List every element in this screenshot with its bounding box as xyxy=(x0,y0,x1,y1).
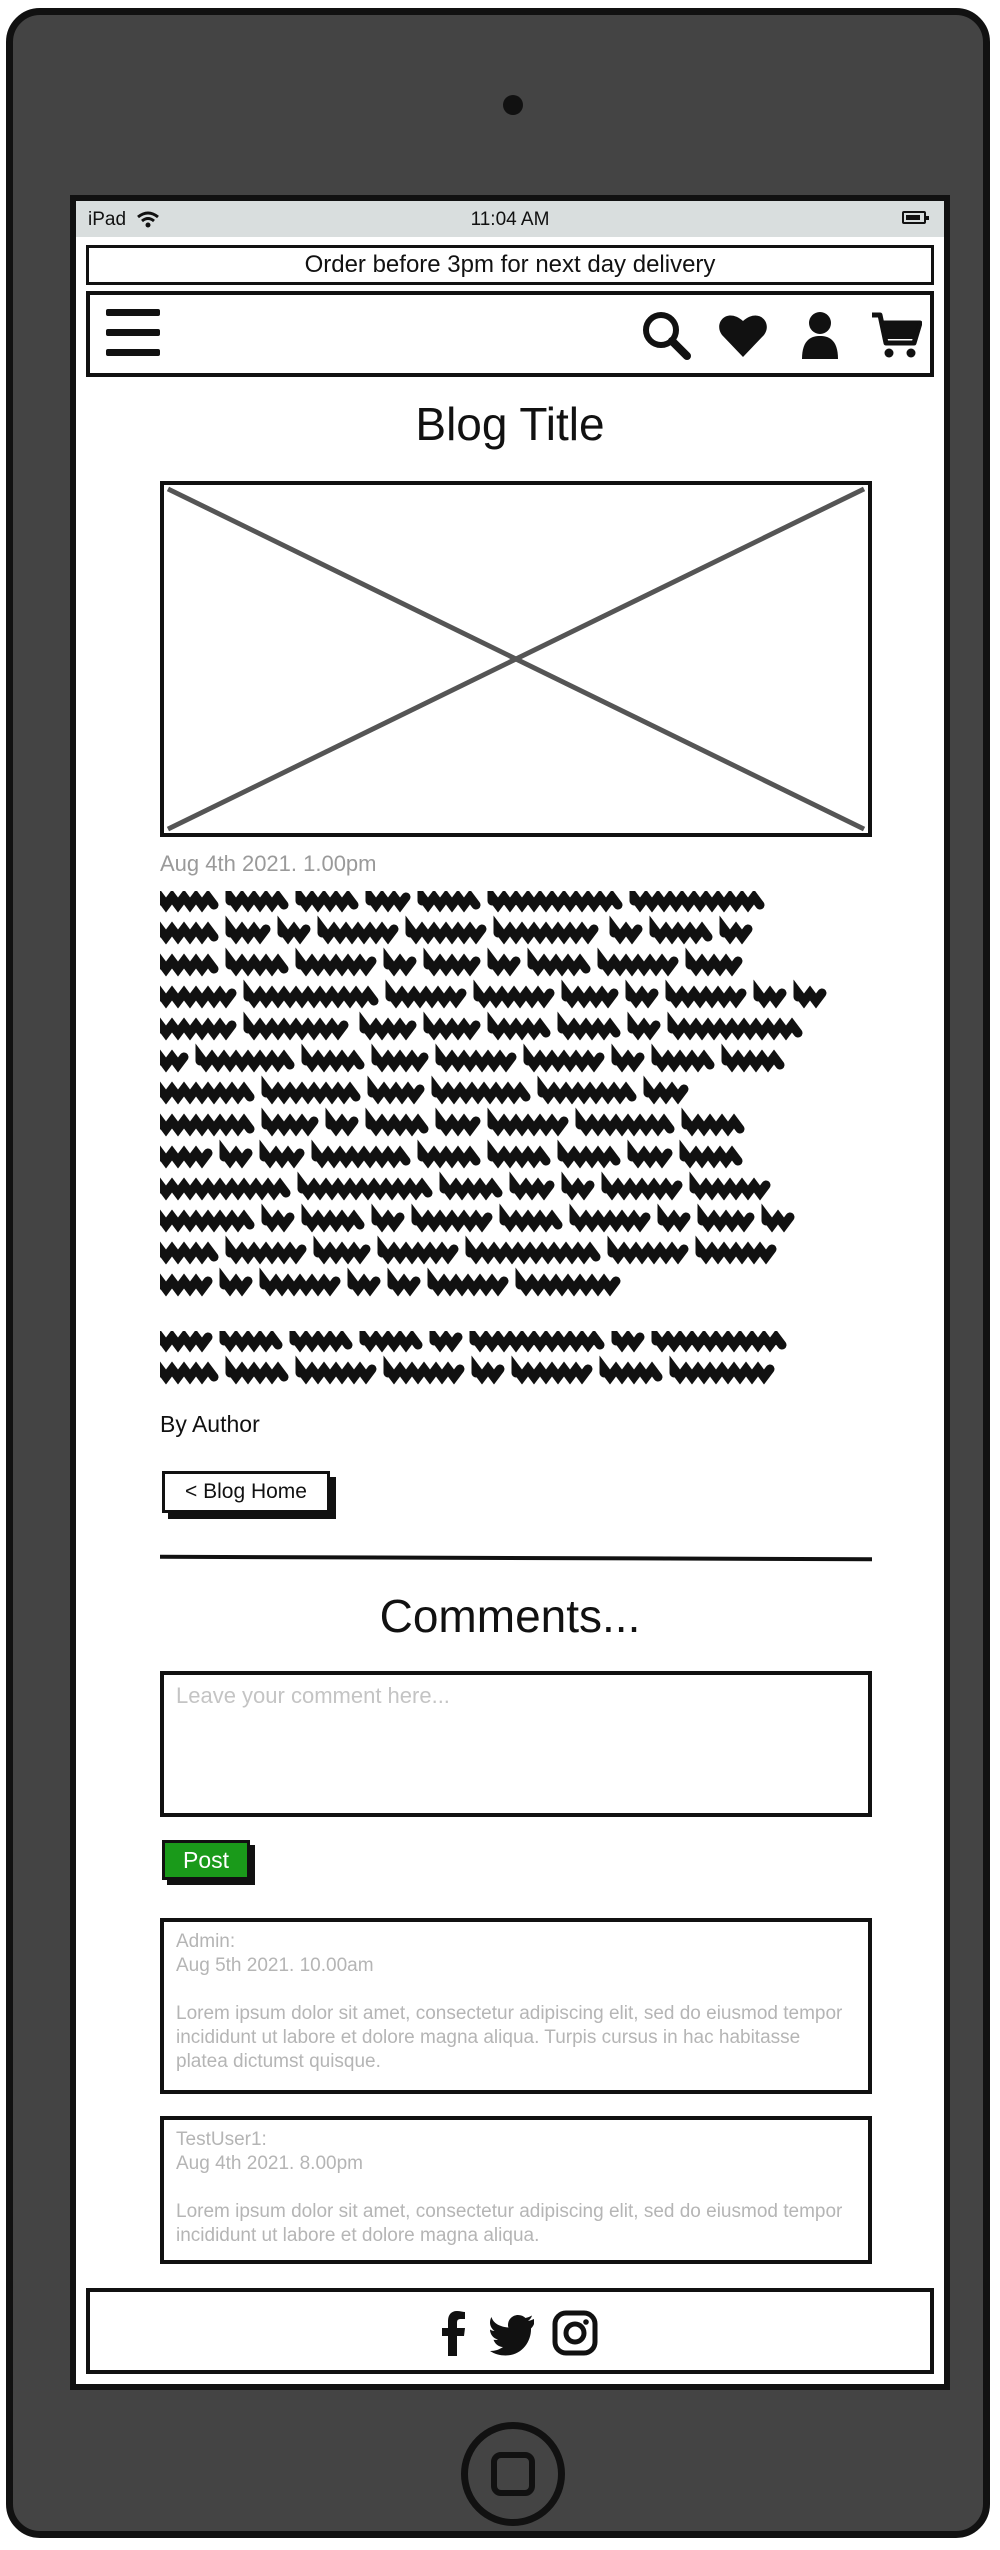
comment-text: Lorem ipsum dolor sit amet, consectetur adipiscing elit, sed do eiusmod tempor incididunt ut labore et dolore magna aliqua. Turpis cursus in hac habitasse platea dictumst quisque. xyxy=(176,2003,843,2072)
scribble-word xyxy=(492,897,618,905)
device-label: iPad xyxy=(88,209,127,230)
scribble-word xyxy=(612,1249,684,1257)
scribble-word xyxy=(798,993,822,1001)
scribble-word xyxy=(364,1025,412,1033)
scribble-word xyxy=(726,1057,780,1065)
blog-title: Blog Title xyxy=(415,398,605,450)
scribble-word xyxy=(370,1121,424,1129)
scribble-word xyxy=(432,1281,504,1289)
user-icon[interactable] xyxy=(794,309,846,361)
camera-icon xyxy=(503,95,523,115)
nav-bar xyxy=(86,291,934,377)
scribble-word xyxy=(684,1153,738,1161)
scribble-word xyxy=(516,1369,588,1377)
scribble-word xyxy=(514,1185,550,1193)
comment-text: Lorem ipsum dolor sit amet, consectetur adipiscing elit, sed do eiusmod tempor incididunt ut labore et dolore magna aliqua. xyxy=(176,2201,843,2246)
scribble-word xyxy=(322,929,394,937)
comment-card xyxy=(160,1918,872,2094)
scribble-word xyxy=(306,1057,360,1065)
scribble-word xyxy=(476,1369,500,1377)
scribble-word xyxy=(376,1217,400,1225)
scribble-word xyxy=(160,1337,208,1345)
scribble-word xyxy=(504,1217,558,1225)
scribble-word xyxy=(616,1057,640,1065)
scribble-word xyxy=(230,929,266,937)
scribble-word xyxy=(492,1121,564,1129)
scribble-word xyxy=(388,1369,460,1377)
scribble-word xyxy=(264,1281,336,1289)
scribble-word xyxy=(656,1057,710,1065)
scribble-word xyxy=(382,1249,454,1257)
comment-input[interactable] xyxy=(160,1671,872,1817)
comment-card xyxy=(160,2116,872,2264)
scribble-word xyxy=(694,1185,766,1193)
scribble-word xyxy=(160,961,214,969)
scribble-word xyxy=(478,993,550,1001)
scribble-word xyxy=(300,897,354,905)
scribble-word xyxy=(614,929,638,937)
scribble-word xyxy=(436,1089,526,1097)
scribble-word xyxy=(602,961,674,969)
scribble-word xyxy=(766,1217,790,1225)
scribble-word xyxy=(542,1089,632,1097)
scribble-word xyxy=(364,1337,418,1345)
scribble-word xyxy=(230,897,284,905)
scribble-word xyxy=(224,1337,278,1345)
scribble-word xyxy=(330,1121,354,1129)
home-button[interactable] xyxy=(461,2422,565,2526)
post-author: By Author xyxy=(160,1411,260,1437)
battery-icon xyxy=(902,211,926,224)
scribble-word xyxy=(580,1121,670,1129)
scribble-word xyxy=(492,961,516,969)
scribble-word xyxy=(758,993,782,1001)
scribble-word xyxy=(422,897,476,905)
scribble-word xyxy=(492,1153,546,1161)
scribble-word xyxy=(302,1185,428,1193)
scribble-word xyxy=(410,929,482,937)
scribble-word xyxy=(604,1369,658,1377)
instagram-icon[interactable] xyxy=(552,2310,598,2356)
status-bar xyxy=(76,201,944,237)
scribble-word xyxy=(632,1025,656,1033)
search-icon[interactable] xyxy=(640,309,692,361)
scribble-word xyxy=(686,1121,740,1129)
comment-date: Aug 5th 2021. 10.00am xyxy=(176,1955,374,1976)
promo-banner: Order before 3pm for next day delivery xyxy=(86,245,934,285)
scribble-word xyxy=(416,1217,488,1225)
scribble-word xyxy=(434,1337,458,1345)
scribble-word xyxy=(440,1057,512,1065)
scribble-word xyxy=(300,1369,372,1377)
scribble-word xyxy=(160,929,214,937)
scribble-word xyxy=(440,1121,476,1129)
status-time: 11:04 AM xyxy=(470,209,550,230)
scribble-word xyxy=(662,1217,686,1225)
scribble-word xyxy=(648,1089,684,1097)
scribble-word xyxy=(266,1217,290,1225)
scribble-word xyxy=(672,1025,798,1033)
scribble-word xyxy=(318,1249,366,1257)
scribble-word xyxy=(230,1249,302,1257)
comment-user: Admin: xyxy=(176,1931,236,1952)
scribble-word xyxy=(634,897,760,905)
scribble-word xyxy=(574,1217,646,1225)
scribble-word xyxy=(674,1369,770,1377)
home-square-icon xyxy=(491,2452,535,2496)
scribble-word xyxy=(606,1185,678,1193)
scribble-word xyxy=(352,1281,376,1289)
scribble-word xyxy=(632,1153,668,1161)
scribble-word xyxy=(498,929,594,937)
scribble-word xyxy=(248,1025,344,1033)
scribble-word xyxy=(428,961,476,969)
scribble-word xyxy=(160,1249,214,1257)
scribble-word xyxy=(444,1185,498,1193)
scribble-word xyxy=(200,1057,290,1065)
scribble-word xyxy=(370,897,406,905)
scribble-word xyxy=(390,993,462,1001)
scribble-word xyxy=(654,929,708,937)
scribble-word xyxy=(528,1057,600,1065)
scribble-word xyxy=(160,1217,250,1225)
twitter-icon[interactable] xyxy=(490,2310,536,2356)
scribble-word xyxy=(388,961,412,969)
facebook-icon[interactable] xyxy=(430,2310,476,2356)
scribble-word xyxy=(700,1249,772,1257)
scribble-word xyxy=(630,993,654,1001)
scribble-word xyxy=(470,1249,596,1257)
scribble-word xyxy=(616,1337,640,1345)
scribble-word xyxy=(532,961,586,969)
scribble-word xyxy=(230,1369,284,1377)
scribble-word xyxy=(160,1057,184,1065)
scribble-word xyxy=(224,1153,248,1161)
scribble-word xyxy=(248,993,374,1001)
blog-home-button[interactable]: < Blog Home xyxy=(162,1471,330,1513)
post-date: Aug 4th 2021. 1.00pm xyxy=(160,851,377,876)
hero-image-placeholder xyxy=(160,481,872,837)
post-comment-button[interactable]: Post xyxy=(162,1840,250,1880)
scribble-word xyxy=(656,1337,782,1345)
heart-icon[interactable] xyxy=(717,309,769,361)
scribble-word xyxy=(264,1153,300,1161)
scribble-word xyxy=(670,993,742,1001)
scribble-word xyxy=(160,1281,208,1289)
tablet-device-frame xyxy=(6,8,990,2538)
scribble-word xyxy=(160,1153,208,1161)
divider xyxy=(160,1555,872,1561)
comment-user: TestUser1: xyxy=(176,2129,267,2150)
scribble-word xyxy=(160,1025,232,1033)
blog-body-paragraph-1 xyxy=(160,891,872,1311)
cart-icon[interactable] xyxy=(870,309,922,361)
scribble-word xyxy=(160,1185,286,1193)
scribble-word xyxy=(294,1337,348,1345)
blog-body-paragraph-2 xyxy=(160,1331,872,1401)
scribble-word xyxy=(562,1025,616,1033)
scribble-word xyxy=(392,1281,416,1289)
footer-bar xyxy=(86,2288,934,2374)
scribble-word xyxy=(160,993,232,1001)
scribble-word xyxy=(372,1089,420,1097)
scribble-word xyxy=(306,1217,360,1225)
scribble-word xyxy=(316,1153,406,1161)
scribble-word xyxy=(282,929,306,937)
scribble-word xyxy=(160,1369,214,1377)
scribble-word xyxy=(160,1121,250,1129)
scribble-word xyxy=(562,1153,616,1161)
scribble-word xyxy=(160,897,214,905)
scribble-word xyxy=(428,1025,476,1033)
scribble-word xyxy=(724,929,748,937)
scribble-word xyxy=(300,961,372,969)
scribble-word xyxy=(266,1089,356,1097)
scribble-word xyxy=(492,1025,546,1033)
scribble-word xyxy=(474,1337,600,1345)
scribble-word xyxy=(266,1121,314,1129)
scribble-word xyxy=(690,961,738,969)
hamburger-menu-icon[interactable] xyxy=(106,309,160,357)
scribble-word xyxy=(566,1185,590,1193)
scribble-word xyxy=(224,1281,248,1289)
scribble-word xyxy=(702,1217,750,1225)
screen xyxy=(70,195,950,2390)
comment-date: Aug 4th 2021. 8.00pm xyxy=(176,2153,363,2174)
scribble-word xyxy=(160,1089,250,1097)
scribble-word xyxy=(422,1153,476,1161)
scribble-word xyxy=(566,993,614,1001)
scribble-word xyxy=(376,1057,424,1065)
scribble-word xyxy=(230,961,284,969)
comments-title: Comments... xyxy=(379,1590,641,1642)
scribble-word xyxy=(520,1281,616,1289)
